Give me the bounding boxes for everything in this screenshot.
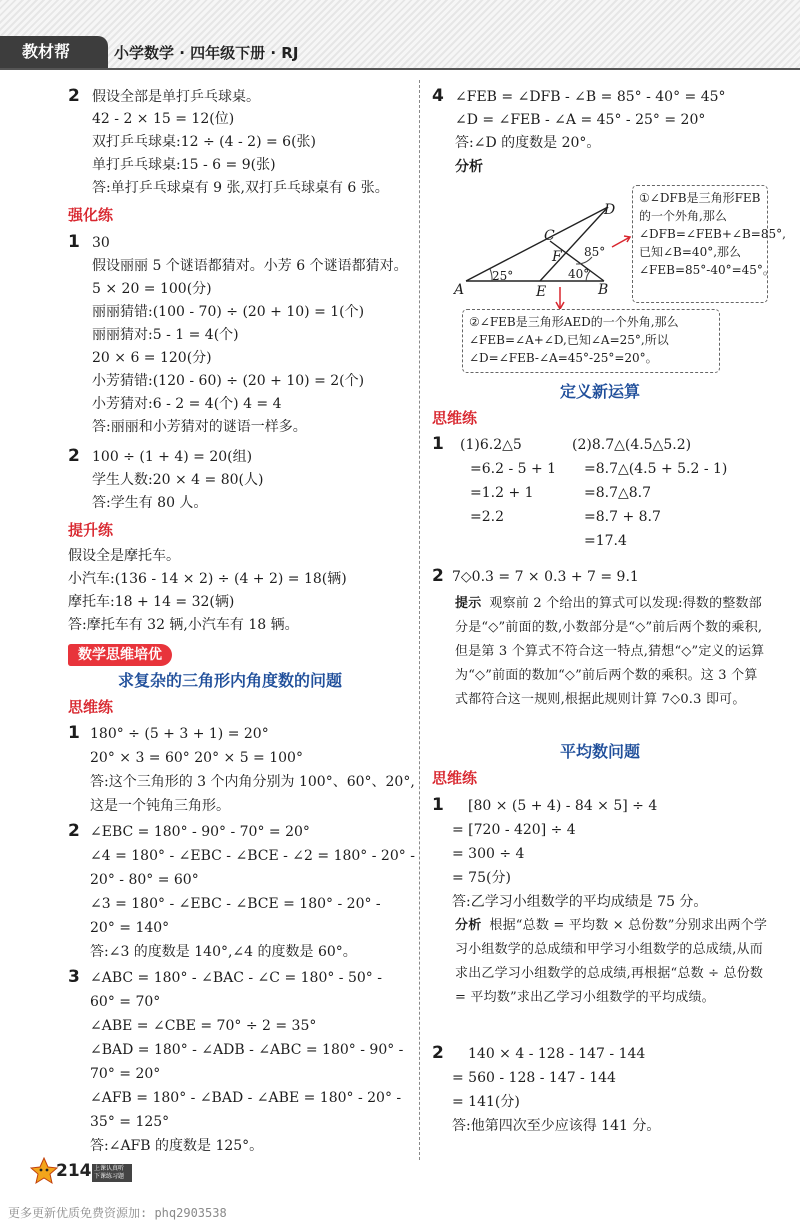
question-number: 2	[68, 446, 80, 466]
angle-label: 25°	[492, 269, 514, 283]
analysis-label: 分析	[455, 159, 483, 175]
answer-line: ∠4 = 180° - ∠EBC - ∠BCE - ∠2 = 180° - 20° -	[90, 848, 415, 864]
answer-line: 20° - 80° = 60°	[90, 872, 199, 888]
answer-line: 答:单打乒乓球桌有 9 张,双打乒乓球桌有 6 张。	[92, 180, 389, 196]
answer-line: 答:这个三角形的 3 个内角分别为 100°、60°、20°,	[90, 774, 415, 790]
question-number: 4	[432, 86, 444, 106]
section-heading: 思维练	[432, 409, 478, 427]
answer-line: ∠BAD = 180° - ∠ADB - ∠ABC = 180° - 90° -	[90, 1042, 404, 1058]
answer-line: 60° = 70°	[90, 994, 161, 1010]
question-number: 2	[432, 1043, 444, 1063]
question-number: 1	[68, 723, 80, 743]
answer-line: ∠ABE = ∠CBE = 70° ÷ 2 = 35°	[90, 1018, 317, 1034]
answer-line: 答:∠3 的度数是 140°,∠4 的度数是 60°。	[90, 944, 357, 960]
point-label: A	[454, 282, 465, 298]
answer-line: =17.4	[584, 533, 627, 549]
book-title: 小学数学 · 四年级下册 · RJ	[114, 44, 299, 62]
answer-line: 答:学生有 80 人。	[92, 495, 208, 511]
answer-line: 单打乒乓球桌:15 - 6 = 9(张)	[92, 157, 276, 173]
answer-line: 这是一个钝角三角形。	[90, 798, 230, 814]
answer-line: 答:摩托车有 32 辆,小汽车有 18 辆。	[68, 617, 299, 633]
answer-line: 双打乒乓球桌:12 ÷ (4 - 2) = 6(张)	[92, 134, 316, 150]
question-number: 2	[68, 821, 80, 841]
section-heading: 强化练	[68, 206, 114, 224]
answer-line: =8.7△(4.5 + 5.2 - 1)	[584, 461, 728, 477]
point-label: D	[604, 202, 616, 218]
answer-line: ∠FEB = ∠DFB - ∠B = 85° - 40° = 45°	[455, 89, 726, 105]
question-number: 1	[68, 232, 80, 252]
answer-line: ∠D = ∠FEB - ∠A = 45° - 25° = 20°	[455, 112, 706, 128]
question-number: 1	[432, 434, 444, 454]
question-number: 2	[432, 566, 444, 586]
answer-line: = 75(分)	[452, 870, 511, 886]
answer-line: ∠EBC = 180° - 90° - 70° = 20°	[90, 824, 310, 840]
answer-line: 100 ÷ (1 + 4) = 20(组)	[92, 449, 253, 465]
analysis-callout-1: ①∠DFB是三角形FEB的一个外角,那么∠DFB=∠FEB+∠B=85°,已知∠B=40°,那么∠FEB=85°-40°=45°。	[632, 185, 768, 303]
answer-line: 答:他第四次至少应该得 141 分。	[452, 1118, 661, 1134]
page-header	[0, 0, 800, 70]
answer-line: 丽丽猜对:5 - 1 = 4(个)	[92, 327, 239, 343]
answer-line: 丽丽猜错:(100 - 70) ÷ (20 + 10) = 1(个)	[92, 304, 365, 320]
answer-line: 假设全部是单打乒乓球桌。	[92, 89, 260, 105]
point-label: F	[552, 249, 562, 265]
topic-title: 求复杂的三角形内角度数的问题	[118, 671, 343, 690]
answer-line: (2)8.7△(4.5△5.2)	[572, 437, 692, 453]
analysis-label: 分析	[455, 918, 482, 933]
answer-line: 学生人数:20 × 4 = 80(人)	[92, 472, 264, 488]
answer-line: 答:∠D 的度数是 20°。	[455, 135, 601, 151]
point-label: E	[536, 284, 547, 300]
answer-line: 20° × 3 = 60° 20° × 5 = 100°	[90, 750, 303, 766]
analysis-paragraph	[455, 914, 769, 1010]
answer-line: 答:乙学习小组数学的平均成绩是 75 分。	[452, 894, 708, 910]
answer-line: 小汽车:(136 - 14 × 2) ÷ (4 + 2) = 18(辆)	[68, 571, 347, 587]
answer-line: 140 × 4 - 128 - 147 - 144	[468, 1046, 646, 1062]
answer-line: ∠ABC = 180° - ∠BAC - ∠C = 180° - 50° -	[90, 970, 382, 986]
hint-text: 观察前 2 个给出的算式可以发现:得数的整数部分是“◇”前面的数,小数部分是“◇”前后两个数的乘积,但是第 3 个算式不符合这一特点,猜想“◇”定义的运算为“◇”前面的数加“◇”前后两个数的乘积。这 3 个算式都符合这一规则,根据此规则计算 7◇0.3 即可。	[455, 596, 765, 707]
answer-line: 摩托车:18 + 14 = 32(辆)	[68, 594, 235, 610]
question-number: 2	[68, 86, 80, 106]
angle-label: 85°	[584, 245, 606, 259]
column-divider	[419, 80, 420, 1160]
footer-note: 更多更新优质免费资源加: phq2903538	[8, 1206, 227, 1220]
section-pill: 数学思维培优	[68, 644, 172, 666]
hint-paragraph	[455, 592, 769, 712]
answer-line: 小芳猜错:(120 - 60) ÷ (20 + 10) = 2(个)	[92, 373, 365, 389]
footer-slogan: 上课认真听 下课练习题	[92, 1164, 132, 1182]
answer-line: = 300 ÷ 4	[452, 846, 525, 862]
answer-line: =1.2 + 1	[470, 485, 534, 501]
answer-line: ∠AFB = 180° - ∠BAD - ∠ABE = 180° - 20° -	[90, 1090, 402, 1106]
topic-title: 平均数问题	[560, 742, 641, 761]
answer-line: =2.2	[470, 509, 504, 525]
hint-label: 提示	[455, 596, 482, 611]
section-heading: 提升练	[68, 521, 114, 539]
answer-line: 70° = 20°	[90, 1066, 161, 1082]
answer-line: 假设丽丽 5 个谜语都猜对。小芳 6 个谜语都猜对。	[92, 258, 408, 274]
answer-line: 5 × 20 = 100(分)	[92, 281, 212, 297]
header-rule	[0, 68, 800, 70]
point-label: B	[598, 282, 609, 298]
angle-label: 40°	[568, 267, 590, 281]
question-number: 1	[432, 795, 444, 815]
answer-line: 假设全是摩托车。	[68, 548, 180, 564]
question-number: 3	[68, 967, 80, 987]
answer-line: =6.2 - 5 + 1	[470, 461, 557, 477]
answer-line: = 141(分)	[452, 1094, 520, 1110]
section-heading: 思维练	[68, 698, 114, 716]
answer-line: 20° = 140°	[90, 920, 170, 936]
answer-line: 小芳猜对:6 - 2 = 4(个) 4 = 4	[92, 396, 282, 412]
answer-line: 7◇0.3 = 7 × 0.3 + 7 = 9.1	[452, 569, 639, 585]
page-number: 214	[56, 1161, 92, 1181]
answer-line: 35° = 125°	[90, 1114, 170, 1130]
answer-line: 30	[92, 235, 110, 251]
answer-line: =8.7 + 8.7	[584, 509, 661, 525]
point-label: C	[544, 228, 555, 244]
answer-line: 42 - 2 × 15 = 12(位)	[92, 111, 235, 127]
analysis-callout-2: ②∠FEB是三角形AED的一个外角,那么∠FEB=∠A+∠D,已知∠A=25°,所以∠D=∠FEB-∠A=45°-25°=20°。	[462, 309, 720, 373]
answer-line: = 560 - 128 - 147 - 144	[452, 1070, 616, 1086]
answer-line: [80 × (5 + 4) - 84 × 5] ÷ 4	[468, 798, 658, 814]
answer-line: = [720 - 420] ÷ 4	[452, 822, 576, 838]
triangle-diagram	[454, 185, 786, 375]
answer-line: 答:∠AFB 的度数是 125°。	[90, 1138, 264, 1154]
topic-title: 定义新运算	[560, 382, 641, 401]
answer-line: =8.7△8.7	[584, 485, 652, 501]
answer-line: (1)6.2△5	[460, 437, 522, 453]
section-heading: 思维练	[432, 769, 478, 787]
analysis-text: 根据“总数 = 平均数 × 总份数”分别求出两个学习小组数学的总成绩和甲学习小组数学的总成绩,从而求出乙学习小组数学的总成绩,再根据“总数 ÷ 总份数 = 平均数”求出乙学习小组数学的平均成绩。	[455, 918, 768, 1005]
brand-logo: 教材帮	[0, 36, 108, 68]
answer-line: ∠3 = 180° - ∠EBC - ∠BCE = 180° - 20° -	[90, 896, 381, 912]
answer-line: 180° ÷ (5 + 3 + 1) = 20°	[90, 726, 269, 742]
answer-line: 答:丽丽和小芳猜对的谜语一样多。	[92, 419, 307, 435]
answer-line: 20 × 6 = 120(分)	[92, 350, 212, 366]
